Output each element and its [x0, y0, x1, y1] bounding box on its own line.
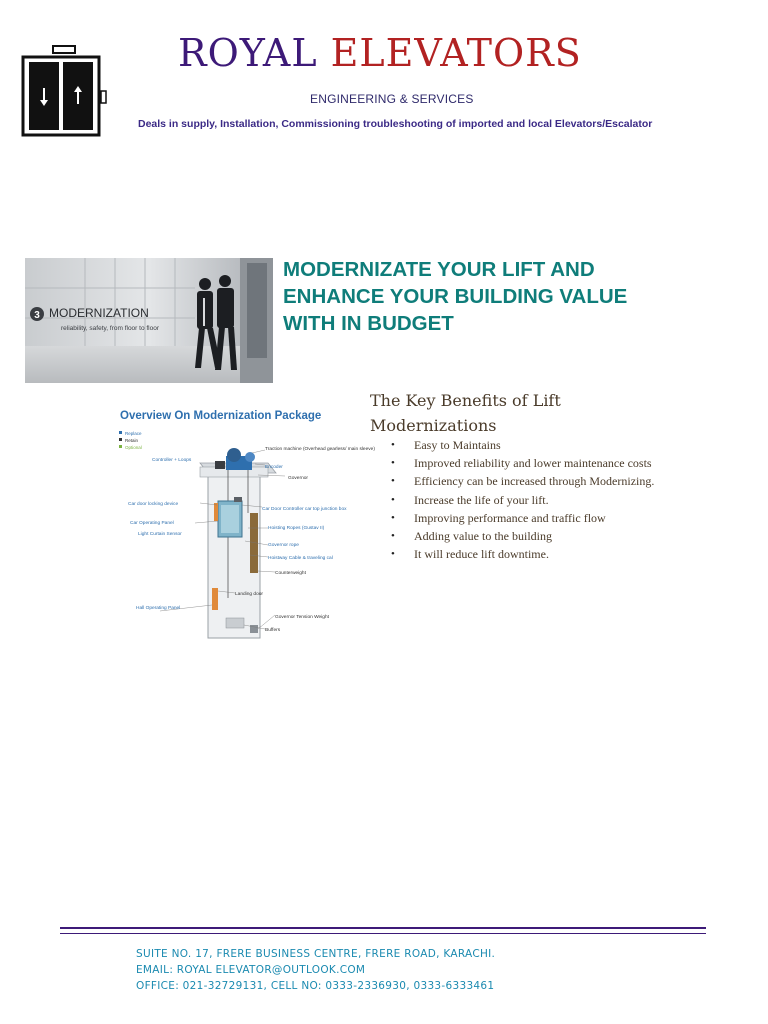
modernization-package-diagram [100, 393, 375, 646]
modernization-banner-image [25, 258, 273, 383]
company-tagline: Deals in supply, Installation, Commissioning troubleshooting of imported and local Elevators/Escalator [138, 118, 653, 130]
footer-address: SUITE NO. 17, FRERE BUSINESS CENTRE, FRERE ROAD, KARACHI. [136, 948, 496, 960]
label-car-door-locking: Car door locking device [128, 502, 179, 507]
label-landing-door: Landing door [235, 592, 264, 597]
list-item [390, 472, 665, 490]
list-item [390, 527, 665, 545]
banner-label: MODERNIZATION [49, 306, 149, 320]
benefit-text: Improving performance and traffic flow [414, 510, 606, 525]
label-hoistway-cable: Hoistway Cable & traveling cal [268, 556, 333, 561]
benefit-text: Adding value to the building [414, 529, 552, 544]
benefit-text: It will reduce lift downtime. [414, 547, 549, 562]
label-governor: Governor [288, 476, 308, 481]
legend-retain: Retain [125, 438, 139, 443]
bullet-icon: • [391, 511, 395, 524]
list-item [390, 509, 665, 527]
bullet-icon: • [391, 493, 395, 506]
legend-replace: Replace [125, 431, 142, 436]
bullet-icon: • [391, 439, 395, 451]
benefit-text: Increase the life of your lift. [414, 492, 549, 507]
label-governor-rope: Governor rope [268, 543, 299, 548]
diagram-title: Overview On Modernization Package [120, 410, 322, 422]
label-hoisting-ropes: Hoisting Ropes (Gustav II) [268, 526, 325, 531]
footer-divider-thick [60, 927, 706, 929]
list-item [390, 545, 665, 563]
label-encoder: Encoder [265, 465, 283, 470]
list-item [390, 436, 665, 454]
label-controller: Controller + Loops [152, 458, 192, 463]
banner-number: 3 [34, 310, 40, 321]
bullet-icon: • [391, 457, 395, 470]
legend-optional: Optional [125, 445, 142, 450]
company-subtitle: ENGINEERING & SERVICES [310, 92, 474, 106]
label-traction-machine: Traction machine (Overhead gearless/ main sleeve) [265, 447, 375, 452]
banner-sublabel: reliability, safety, from floor to floor [61, 325, 160, 332]
label-car-door-controller: Car Door Controller car top junction box [262, 507, 347, 512]
elevator-doors-icon [21, 45, 109, 137]
bullet-icon: • [391, 475, 395, 488]
label-light-curtain: Light Curtain Sensor [138, 532, 182, 537]
list-item [390, 491, 665, 509]
bullet-icon: • [391, 548, 395, 561]
footer-divider-thin [60, 933, 706, 934]
benefits-list [390, 436, 665, 563]
label-car-operating-panel: Car Operating Panel [130, 521, 174, 526]
label-governor-tension-weight: Governor Tension Weight [275, 615, 329, 620]
label-hall-operating-panel: Hall Operating Panel [136, 606, 181, 611]
label-buffers: Buffers [265, 628, 281, 633]
benefit-text: Efficiency can be increased through Modernizing. [414, 474, 655, 489]
footer-phone: OFFICE: 021-32729131, CELL NO: 0333-2336930, 0333-6333461 [136, 980, 495, 992]
brand-word-royal: ROYAL [178, 31, 318, 75]
bullet-icon: • [391, 530, 395, 543]
benefits-title: The Key Benefits of Lift Modernizations [370, 391, 561, 435]
list-item [390, 454, 665, 472]
brand-name [178, 28, 582, 78]
benefit-text: Improved reliability and lower maintenance costs [414, 456, 652, 471]
footer-email: EMAIL: ROYAL ELEVATOR@OUTLOOK.COM [136, 964, 366, 976]
benefit-text: Easy to Maintains [414, 438, 501, 452]
brand-word-elevators: ELEVATORS [330, 31, 582, 75]
modernization-headline: MODERNIZATE YOUR LIFT AND ENHANCE YOUR BUILDING VALUE WITH IN BUDGET [283, 258, 628, 335]
label-counterweight: Counterweight [275, 571, 306, 576]
